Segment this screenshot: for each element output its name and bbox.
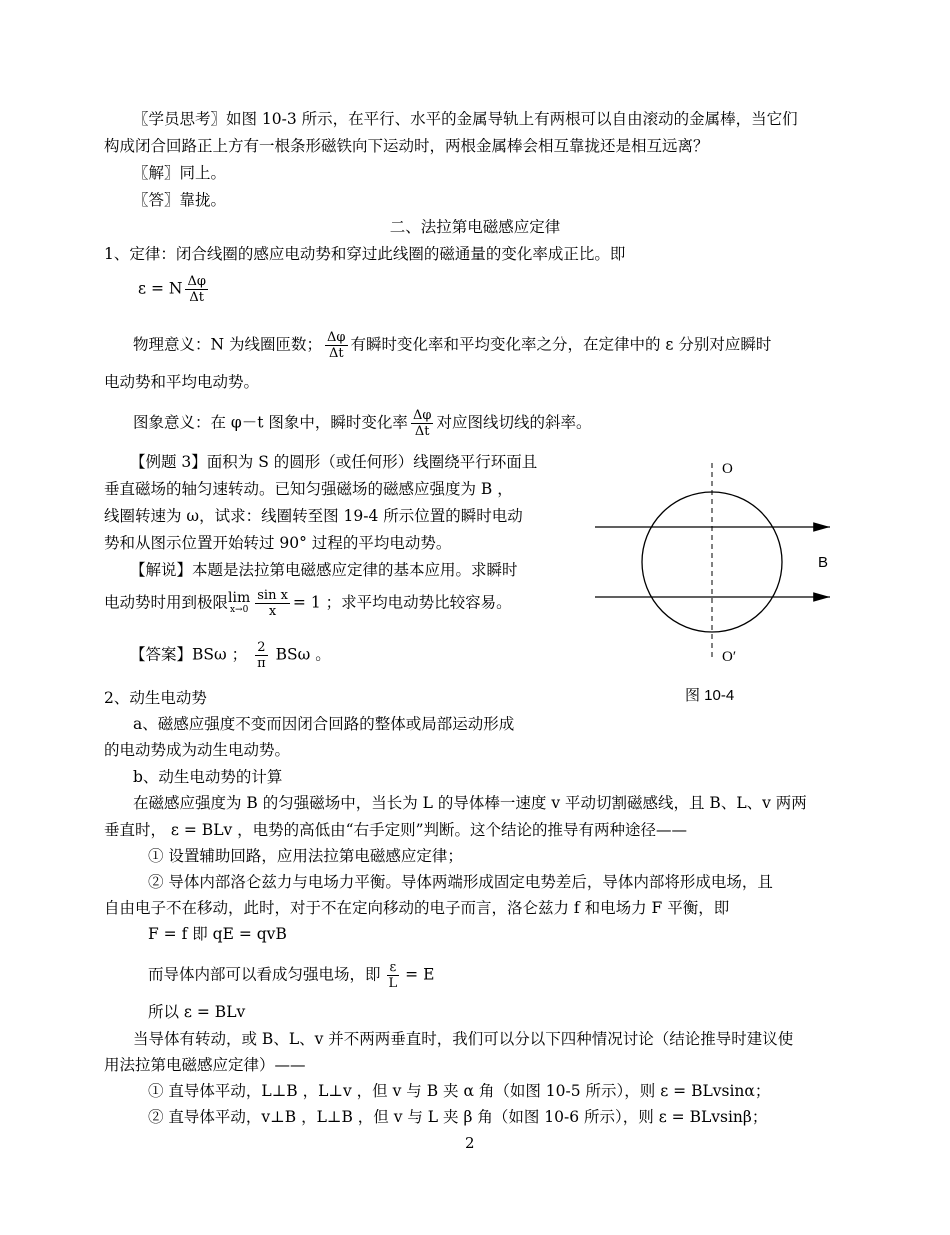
example-line-1: 【例题 3】面积为 S 的圆形（或任何形）线圈绕平行环面且	[130, 453, 538, 471]
solution-line: 〖解〗同上。	[133, 164, 227, 182]
fraction-dphi-dt	[185, 274, 208, 305]
graph-meaning	[133, 408, 591, 439]
section-title: 二、法拉第电磁感应定律	[389, 218, 561, 236]
cases-line-2: 用法拉第电磁感应定律）——	[104, 1056, 306, 1074]
question-line-2: 构成闭合回路正上方有一根条形磁铁向下运动时，两根金属棒会相互靠拢还是相互远离？	[104, 137, 709, 155]
fraction-numerator: 2	[255, 640, 268, 656]
explanation-line-2	[104, 588, 512, 619]
lim-subscript: x→0	[229, 604, 249, 615]
label-B: B	[818, 554, 829, 571]
graph-meaning-b: 对应图线切线的斜率。	[436, 413, 592, 432]
calc-line-1: 在磁感应强度为 B 的匀强磁场中，当长为 L 的导体棒一速度 v 平动切割磁感线，且 B、L、v 两两	[133, 794, 807, 812]
formula-lhs: ε = N	[138, 279, 183, 298]
equation-2b: = E	[405, 965, 435, 984]
physical-meaning-a: 物理意义：N 为线圈匝数；	[133, 335, 322, 354]
explanation-line-2a: 电动势时用到极限	[104, 593, 229, 612]
answer-formula	[130, 640, 331, 671]
motional-emf-title: 2、动生电动势	[104, 689, 207, 707]
fraction-numerator: Δφ	[187, 274, 206, 289]
equation-2	[148, 960, 434, 991]
case-1: ① 直导体平动，L⊥B ，L⊥v ，但 v 与 B 夹 α 角（如图 10-5 所示），则 ε = BLvsinα；	[148, 1082, 771, 1100]
answer-a: 【答案】BSω ；	[130, 645, 248, 664]
equation-2a: 而导体内部可以看成匀强电场，即	[148, 965, 381, 984]
fraction-numerator: Δφ	[327, 330, 346, 345]
example-line-2: 垂直磁场的轴匀速转动。已知匀强磁场的磁感应强度为 B ，	[104, 480, 513, 498]
label-O-prime: O′	[722, 649, 737, 665]
graph-meaning-a: 图象意义：在 φ－t 图象中，瞬时变化率	[133, 413, 408, 432]
fraction-numerator: Δφ	[412, 408, 432, 423]
fraction-denominator: L	[388, 976, 398, 991]
physical-meaning-cont: 电动势和平均电动势。	[104, 373, 260, 391]
page-number: 2	[465, 1134, 475, 1152]
fraction-numerator: ε	[387, 960, 400, 976]
fraction-eps-L	[387, 960, 400, 991]
cases-line-1: 当导体有转动，或 B、L、v 并不两两垂直时，我们可以分以下四种情况讨论（结论推导时建议使	[133, 1030, 794, 1048]
label-O: O	[722, 461, 733, 477]
way-2-line-1: ② 导体内部洛仑兹力与电场力平衡。导体两端形成固定电势差后，导体内部将形成电场，且	[148, 873, 773, 891]
equation-1: F = f 即 qE = qvB	[148, 925, 287, 943]
fraction-numerator: sin x	[257, 588, 288, 603]
answer-line: 〖答〗靠拢。	[133, 191, 227, 209]
figure-10-4	[590, 455, 850, 715]
fraction-denominator: Δt	[189, 290, 204, 305]
fraction-denominator: Δt	[328, 346, 344, 361]
law-statement: 1、定律：闭合线圈的感应电动势和穿过此线圈的磁通量的变化率成正比。即	[104, 245, 626, 263]
equation-3: 所以 ε = BLv	[148, 1003, 246, 1021]
explanation-line-1: 【解说】本题是法拉第电磁感应定律的基本应用。求瞬时	[130, 561, 518, 579]
calc-line-2: 垂直时， ε = BLv ，电势的高低由“右手定则”判断。这个结论的推导有两种途径——	[104, 821, 688, 839]
faraday-formula	[138, 274, 211, 305]
way-1: ① 设置辅助回路，应用法拉第电磁感应定律；	[148, 847, 463, 865]
limit-operator	[228, 589, 251, 616]
example-line-4: 势和从图示位置开始转过 90° 过程的平均电动势。	[104, 534, 452, 552]
figure-caption: 图 10-4	[685, 687, 735, 704]
example-line-3: 线圈转速为 ω，试求：线圈转至图 19-4 所示位置的瞬时电动	[104, 507, 523, 525]
case-2: ② 直导体平动，v⊥B ，L⊥B ，但 v 与 L 夹 β 角（如图 10-6 所示），则 ε = BLvsinβ；	[148, 1108, 768, 1126]
fraction-denominator: x	[268, 604, 277, 619]
fraction-denominator: Δt	[414, 424, 430, 439]
way-2-line-2: 自由电子不在移动，此时，对于不在定向移动的电子而言，洛仑兹力 f 和电场力 F 平衡，即	[104, 899, 730, 917]
question-line-1: 〖学员思考〗如图 10-3 所示，在平行、水平的金属导轨上有两根可以自由滚动的金属棒，当它们	[133, 110, 798, 128]
motional-b-title: b、动生电动势的计算	[133, 768, 283, 786]
answer-b: BSω 。	[275, 645, 331, 664]
motional-a-line-2: 的电动势成为动生电动势。	[104, 741, 291, 759]
explanation-line-2b: = 1 ；求平均电动势比较容易。	[292, 593, 512, 612]
fraction-2-pi	[255, 640, 268, 671]
lim-text: lim	[228, 589, 251, 606]
physical-meaning	[133, 330, 771, 361]
physical-meaning-b: 有瞬时变化率和平均变化率之分，在定律中的 ε 分别对应瞬时	[350, 335, 772, 354]
fraction-dphi-dt-3	[411, 408, 434, 439]
fraction-sinx-x	[255, 588, 290, 619]
fraction-denominator: π	[257, 656, 266, 671]
motional-a-line-1: a、磁感应强度不变而因闭合回路的整体或局部运动形成	[133, 715, 515, 733]
coil-diagram	[590, 455, 850, 715]
fraction-dphi-dt-2	[325, 330, 348, 361]
